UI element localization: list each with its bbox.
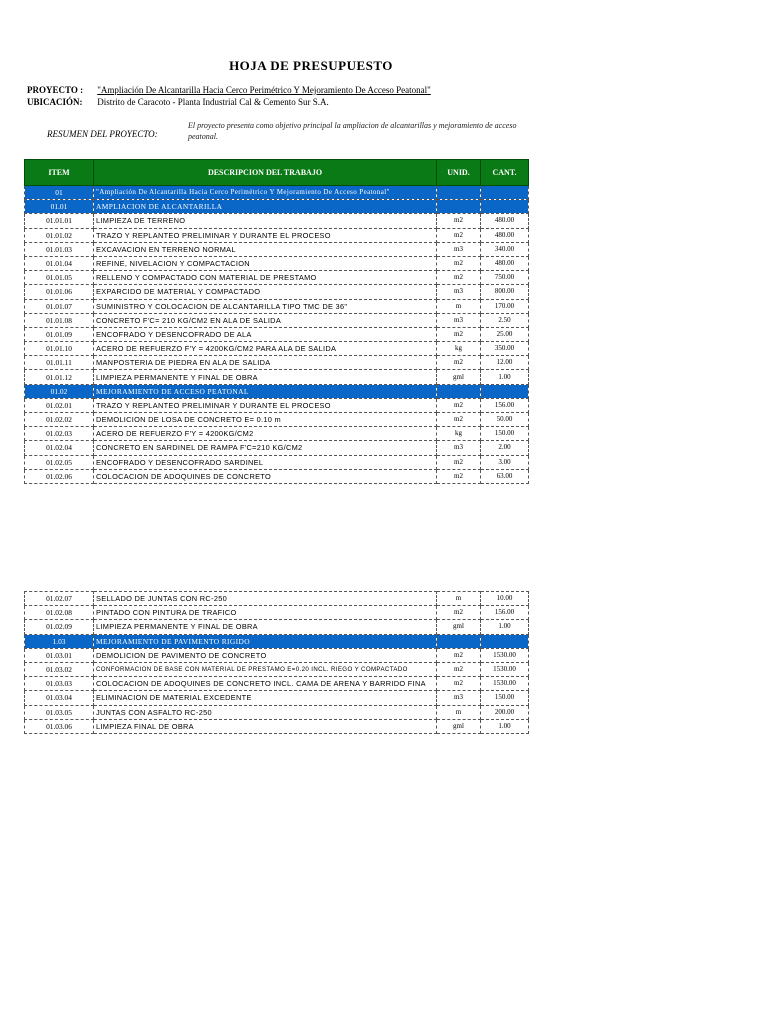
table-row [25, 677, 529, 691]
cell-cant: 50.00 [481, 413, 529, 427]
cell-item: 01.01.07 [25, 299, 94, 313]
table-row [25, 413, 529, 427]
cell-cant: 63.00 [481, 469, 529, 483]
cell-desc: DEMOLICION DE LOSA DE CONCRETO E= 0.10 m [94, 413, 437, 427]
cell-unid: m2 [437, 256, 481, 270]
cell-desc: MANPOSTERIA DE PIEDRA EN ALA DE SALIDA [94, 356, 437, 370]
cell-desc: REFINE, NIVELACION Y COMPACTACION [94, 256, 437, 270]
cell-unid [437, 186, 481, 200]
cell-cant: 1530.00 [481, 662, 529, 676]
cell-cant: 1.00 [481, 719, 529, 733]
cell-unid: gml [437, 620, 481, 634]
cell-cant: 156.00 [481, 606, 529, 620]
cell-item: 01.02.02 [25, 413, 94, 427]
cell-desc: DEMOLICION DE PAVIMENTO DE CONCRETO [94, 648, 437, 662]
cell-cant: 150.00 [481, 427, 529, 441]
cell-desc: TRAZO Y REPLANTEO PRELIMINAR Y DURANTE EL PROCESO [94, 398, 437, 412]
cell-cant: 156.00 [481, 398, 529, 412]
cell-unid: m2 [437, 214, 481, 228]
ubicacion-value: Distrito de Caracoto - Planta Industrial Cal & Cemento Sur S.A. [97, 97, 329, 107]
table-row [25, 427, 529, 441]
cell-item: 01.03.03 [25, 677, 94, 691]
cell-cant [481, 384, 529, 398]
resumen-label: RESUMEN DEL PROYECTO: [47, 129, 158, 139]
cell-cant: 480.00 [481, 214, 529, 228]
cell-desc: TRAZO Y REPLANTEO PRELIMINAR Y DURANTE EL PROCESO [94, 228, 437, 242]
cell-cant [481, 634, 529, 648]
cell-item: 01.03.02 [25, 662, 94, 676]
cell-cant: 25.00 [481, 327, 529, 341]
cell-item: 01.02.04 [25, 441, 94, 455]
resumen-text: El proyecto presenta como objetivo principal la ampliacion de alcantarillas y mejoramiento de acceso peatonal. [188, 121, 517, 141]
table-row [25, 256, 529, 270]
cell-item: 01.02.01 [25, 398, 94, 412]
table-body-part1 [25, 186, 529, 484]
cell-item: 01.01.11 [25, 356, 94, 370]
cell-desc: MEJORAMIENTO DE PAVIMENTO RIGIDO [94, 634, 437, 648]
cell-unid: m [437, 592, 481, 606]
ubicacion-label: UBICACIÓN: [27, 97, 83, 107]
cell-desc: CONCRETO EN SARDINEL DE RAMPA F'C=210 KG/CM2 [94, 441, 437, 455]
table-row [25, 441, 529, 455]
cell-item: 01.01.12 [25, 370, 94, 384]
section-row [25, 634, 529, 648]
cell-desc: SUMINISTRO Y COLOCACION DE ALCANTARILLA TIPO TMC DE 36" [94, 299, 437, 313]
cell-cant: 3.00 [481, 455, 529, 469]
proyecto-label: PROYECTO : [27, 85, 84, 95]
cell-desc: CONFORMACION DE BASE CON MATERIAL DE PRESTAMO E=0.20 INCL. RIEGO Y COMPACTADO [94, 662, 437, 676]
cell-cant: 800.00 [481, 285, 529, 299]
header-unid: UNID. [437, 160, 481, 186]
table-row [25, 620, 529, 634]
cell-desc: RELLENO Y COMPACTADO CON MATERIAL DE PRESTAMO [94, 271, 437, 285]
cell-unid: m2 [437, 271, 481, 285]
table-row [25, 592, 529, 606]
cell-unid [437, 634, 481, 648]
cell-desc: EXPARCIDO DE MATERIAL Y COMPACTADO [94, 285, 437, 299]
page-title: HOJA DE PRESUPUESTO [229, 58, 393, 73]
cell-unid [437, 384, 481, 398]
table-row [25, 370, 529, 384]
table-row [25, 705, 529, 719]
cell-unid: m2 [437, 469, 481, 483]
budget-table-part2 [24, 591, 529, 734]
cell-item: 01.01.06 [25, 285, 94, 299]
table-row [25, 242, 529, 256]
cell-cant: 200.00 [481, 705, 529, 719]
cell-item: 01 [25, 186, 94, 200]
cell-unid: m3 [437, 285, 481, 299]
proyecto-value: "Ampliación De Alcantarilla Hacia Cerco Perimétrico Y Mejoramiento De Acceso Peatonal" [97, 85, 431, 95]
table-row [25, 719, 529, 733]
cell-unid: m [437, 299, 481, 313]
table-row [25, 214, 529, 228]
table-row [25, 648, 529, 662]
cell-desc: ACERO DE REFUERZO F'Y = 4200KG/CM2 [94, 427, 437, 441]
cell-item: 01.01.02 [25, 228, 94, 242]
cell-item: 01.03.04 [25, 691, 94, 705]
cell-cant: 350.00 [481, 342, 529, 356]
section-row [25, 384, 529, 398]
cell-desc: ACERO DE REFUERZO F'Y = 4200KG/CM2 PARA ALA DE SALIDA [94, 342, 437, 356]
cell-desc: CONCRETO F'C= 210 KG/CM2 EN ALA DE SALIDA [94, 313, 437, 327]
table-row [25, 285, 529, 299]
ubicacion-line [27, 97, 329, 107]
cell-unid: m2 [437, 648, 481, 662]
header-desc: DESCRIPCION DEL TRABAJO [94, 160, 437, 186]
cell-desc: AMPLIACION DE ALCANTARILLA [94, 200, 437, 214]
cell-item: 01.01.01 [25, 214, 94, 228]
table-row [25, 299, 529, 313]
table-row [25, 662, 529, 676]
cell-item: 01.02.07 [25, 592, 94, 606]
cell-unid: m3 [437, 242, 481, 256]
cell-cant: 480.00 [481, 256, 529, 270]
cell-unid: gml [437, 719, 481, 733]
cell-cant: 170.00 [481, 299, 529, 313]
cell-item: 01.02.08 [25, 606, 94, 620]
cell-cant: 10.00 [481, 592, 529, 606]
cell-cant: 1.00 [481, 370, 529, 384]
table-row [25, 271, 529, 285]
header-item: ITEM [25, 160, 94, 186]
cell-cant: 2.50 [481, 313, 529, 327]
table-row [25, 469, 529, 483]
table-row [25, 356, 529, 370]
cell-desc: MEJORAMIENTO DE ACCESO PEATONAL [94, 384, 437, 398]
cell-cant: 480.00 [481, 228, 529, 242]
table-row [25, 313, 529, 327]
cell-desc: ENCOFRADO Y DESENCOFRADO SARDINEL [94, 455, 437, 469]
cell-desc: JUNTAS CON ASFALTO RC-250 [94, 705, 437, 719]
cell-cant [481, 186, 529, 200]
table-row [25, 228, 529, 242]
cell-cant: 150.00 [481, 691, 529, 705]
cell-desc: ELIMINACION DE MATERIAL EXCEDENTE [94, 691, 437, 705]
cell-cant: 1530.00 [481, 677, 529, 691]
cell-desc: "Ampliación De Alcantarilla Hacia Cerco Perimétrico Y Mejoramiento De Acceso Peatonal" [94, 186, 437, 200]
cell-item: 01.03.05 [25, 705, 94, 719]
cell-item: 1.03 [25, 634, 94, 648]
cell-unid: m2 [437, 455, 481, 469]
cell-desc: LIMPIEZA FINAL DE OBRA [94, 719, 437, 733]
cell-unid: m2 [437, 398, 481, 412]
cell-unid: m2 [437, 327, 481, 341]
cell-item: 01.01.09 [25, 327, 94, 341]
table-header-row [25, 160, 529, 186]
section-row [25, 186, 529, 200]
cell-desc: LIMPIEZA PERMANENTE Y FINAL DE OBRA [94, 370, 437, 384]
cell-unid: m3 [437, 441, 481, 455]
cell-unid: m2 [437, 228, 481, 242]
cell-cant: 1.00 [481, 620, 529, 634]
table-row [25, 398, 529, 412]
cell-item: 01.01.10 [25, 342, 94, 356]
cell-item: 01.01.08 [25, 313, 94, 327]
cell-cant: 750.00 [481, 271, 529, 285]
cell-desc: COLOCACION DE ADOQUINES DE CONCRETO [94, 469, 437, 483]
cell-unid: m3 [437, 313, 481, 327]
cell-item: 01.02.09 [25, 620, 94, 634]
cell-cant: 340.00 [481, 242, 529, 256]
cell-unid: m2 [437, 356, 481, 370]
cell-unid: m2 [437, 606, 481, 620]
cell-unid: m2 [437, 677, 481, 691]
cell-unid: gml [437, 370, 481, 384]
cell-desc: COLOCACION DE ADOQUINES DE CONCRETO INCL. CAMA DE ARENA Y BARRIDO FINA [94, 677, 437, 691]
table-row [25, 342, 529, 356]
cell-item: 01.03.01 [25, 648, 94, 662]
cell-item: 01.01.04 [25, 256, 94, 270]
cell-unid: m2 [437, 662, 481, 676]
cell-desc: LIMPIEZA PERMANENTE Y FINAL DE OBRA [94, 620, 437, 634]
cell-desc: LIMPIEZA DE TERRENO [94, 214, 437, 228]
cell-unid: m [437, 705, 481, 719]
cell-desc: ENCOFRADO Y DESENCOFRADO DE ALA [94, 327, 437, 341]
cell-cant: 1530.00 [481, 648, 529, 662]
cell-item: 01.01 [25, 200, 94, 214]
cell-item: 01.02.03 [25, 427, 94, 441]
cell-cant: 2.00 [481, 441, 529, 455]
table-row [25, 691, 529, 705]
cell-desc: SELLADO DE JUNTAS CON RC-250 [94, 592, 437, 606]
table-row [25, 455, 529, 469]
cell-item: 01.01.05 [25, 271, 94, 285]
table-body-part2 [25, 592, 529, 734]
proyecto-line [27, 85, 431, 95]
cell-desc: EXCAVACION EN TERRENO NORMAL [94, 242, 437, 256]
cell-item: 01.02.05 [25, 455, 94, 469]
cell-item: 01.01.03 [25, 242, 94, 256]
table-row [25, 327, 529, 341]
header-cant: CANT. [481, 160, 529, 186]
budget-table-part1 [24, 159, 529, 484]
cell-cant [481, 200, 529, 214]
cell-unid: kg [437, 342, 481, 356]
cell-item: 01.03.06 [25, 719, 94, 733]
cell-unid: m3 [437, 691, 481, 705]
cell-unid [437, 200, 481, 214]
cell-unid: kg [437, 427, 481, 441]
cell-item: 01.02 [25, 384, 94, 398]
cell-item: 01.02.06 [25, 469, 94, 483]
table-row [25, 606, 529, 620]
cell-desc: PINTADO CON PINTURA DE TRAFICO [94, 606, 437, 620]
section-row [25, 200, 529, 214]
cell-unid: m2 [437, 413, 481, 427]
cell-cant: 12.00 [481, 356, 529, 370]
